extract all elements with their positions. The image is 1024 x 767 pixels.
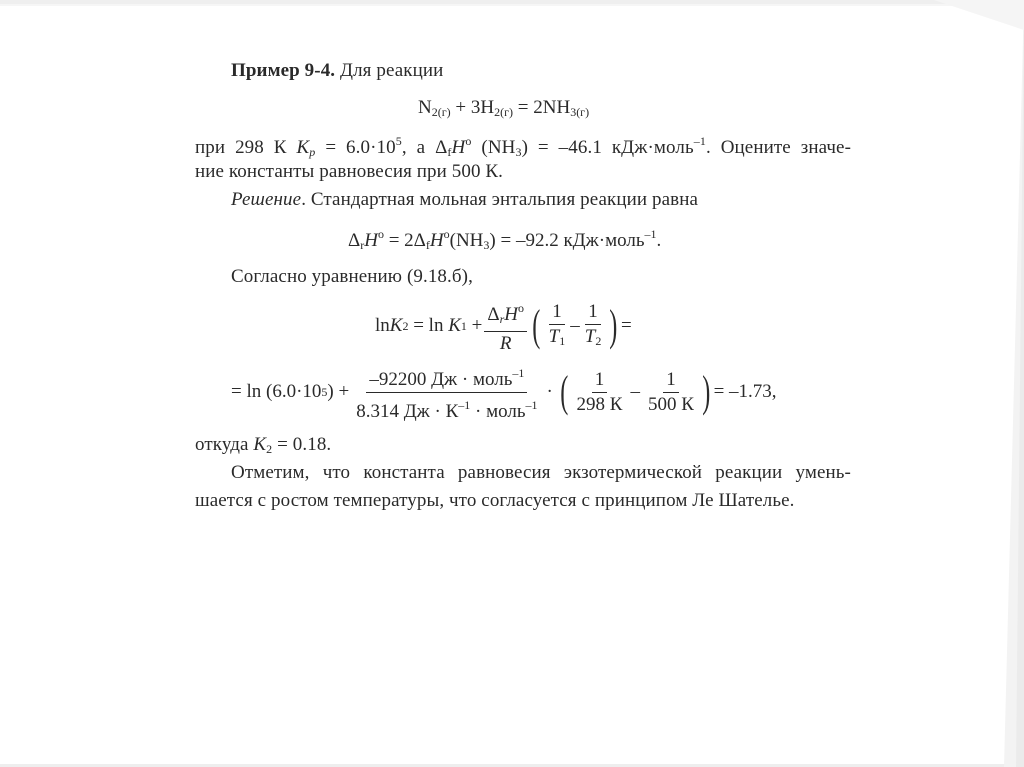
f2-num: –92200 Дж · моль: [369, 368, 513, 390]
enth-deg2: o: [443, 227, 450, 241]
f1-frac-t1: [546, 302, 569, 351]
condition-line-2: ние константы равновесия при 500 К.: [195, 161, 504, 182]
reaction-plus-h2: + 3H: [450, 97, 495, 118]
cond-kp: K: [296, 137, 310, 158]
enth-minus1: –1: [644, 227, 657, 241]
cond-exp: 5: [395, 134, 402, 148]
f1-t2-sub: 2: [595, 333, 602, 348]
f1-right-paren: ): [609, 301, 618, 350]
f1-ln: ln: [375, 315, 390, 336]
solution-text: . Стандартная мольная энтальпия реакции равна: [301, 189, 699, 210]
f1-num-deg: o: [518, 301, 524, 315]
f1-t2: T: [584, 325, 596, 347]
f2-close: ) +: [327, 381, 350, 402]
example-title: Пример 9-4.: [231, 60, 336, 81]
whence-val: = 0.18.: [272, 434, 332, 455]
reaction-n2: N: [418, 97, 432, 118]
cond-part6: . Оцените значе-: [705, 137, 851, 158]
f1-den-r: R: [499, 333, 512, 354]
reaction-nh3-sub: 3(г): [570, 105, 590, 119]
f1-num-delta: Δ: [487, 304, 500, 325]
f1-end-eq: =: [620, 315, 632, 336]
f2-exp: 5: [321, 384, 328, 399]
f1-t1: T: [548, 325, 560, 347]
f2-den: 8.314 Дж · К: [356, 400, 459, 422]
enth-h: H: [364, 230, 378, 251]
f1-k1: K: [448, 315, 461, 336]
enth-r-sub: r: [360, 238, 365, 252]
cond-part3: , а Δ: [401, 137, 448, 158]
enth-nh3-sub: 3: [483, 238, 490, 252]
cond-f-sub: f: [447, 145, 452, 159]
whence-line: [195, 434, 331, 457]
enth-delta: Δ: [348, 230, 361, 251]
whence-text: откуда: [195, 434, 254, 455]
reaction-equation: [418, 97, 589, 120]
cond-part2: = 6.0·10: [315, 137, 396, 158]
f2-result: = –1.73,: [713, 381, 777, 402]
f1-k2-sub: 2: [402, 318, 409, 333]
enth-eq: = 2Δ: [383, 230, 426, 251]
enthalpy-equation: [348, 227, 661, 253]
f1-minus: –: [570, 315, 580, 336]
f1-enthalpy-fraction: [484, 298, 527, 354]
top-border-shadow: [0, 4, 1024, 6]
formula-substitution: [231, 361, 777, 423]
f2-den-exp1: –1: [458, 397, 471, 412]
enth-h2: H: [429, 230, 444, 251]
f2-start: = ln (6.0·10: [231, 381, 322, 402]
according-line: Согласно уравнению (9.18.б),: [231, 266, 473, 287]
corner-decoration: [904, 0, 1024, 767]
f2-left-paren: (: [560, 367, 569, 416]
solution-line: [231, 189, 698, 211]
f1-t1-sub: 1: [559, 333, 566, 348]
f2-dot: ·: [546, 381, 553, 402]
enth-value: ) = –92.2 кДж·моль: [489, 230, 645, 251]
reaction-eq-nh3: = 2NH: [513, 97, 571, 118]
cond-minus1: –1: [693, 134, 706, 148]
cond-part5: ) = –46.1 кДж·моль: [521, 137, 694, 158]
cond-part1: при 298 К: [195, 137, 297, 158]
enth-end: .: [656, 230, 662, 251]
solution-label: Решение: [231, 189, 302, 210]
f1-num-r: r: [499, 312, 505, 326]
condition-line-1: [195, 134, 851, 160]
f1-k1-sub: 1: [460, 318, 467, 333]
f1-eq-ln: = ln: [408, 315, 449, 336]
f1-one-a: 1: [549, 302, 565, 325]
cond-nh3-sub: 3: [515, 145, 522, 159]
cond-h: H: [451, 137, 466, 158]
reaction-n2-sub: 2(г): [431, 105, 451, 119]
f2-num-exp: –1: [512, 365, 525, 380]
cond-kp-sub: p: [309, 145, 316, 159]
f2-den-a: 298 К: [576, 393, 623, 415]
f2-frac-298: [574, 370, 626, 415]
f1-left-paren: (: [532, 301, 541, 350]
f2-frac-500: [645, 370, 697, 415]
f2-den-mid: · моль: [470, 400, 526, 422]
f1-frac-t2: [582, 302, 605, 351]
example-heading: [231, 60, 443, 82]
f2-right-paren: ): [702, 367, 711, 416]
whence-sub: 2: [266, 442, 273, 456]
f1-num-h: H: [504, 304, 518, 325]
enth-deg: o: [377, 227, 384, 241]
whence-k: K: [253, 434, 267, 455]
enth-rest: (NH: [449, 230, 484, 251]
cond-part4: (NH: [471, 137, 516, 158]
enth-f-sub: f: [425, 238, 430, 252]
cond-deg: o: [465, 134, 472, 148]
formula-vant-hoff: [375, 295, 632, 357]
f1-one-b: 1: [585, 302, 601, 325]
f1-k2: K: [389, 315, 403, 336]
f2-main-fraction: [353, 363, 540, 422]
f2-den-exp2: –1: [525, 397, 538, 412]
f2-minus: –: [630, 381, 640, 402]
f1-plus: +: [466, 315, 483, 336]
conclusion-line-1: Отметим, что константа равновесия экзотермической реакции умень-: [231, 462, 851, 483]
reaction-h2-sub: 2(г): [494, 105, 514, 119]
conclusion-line-2: шается с ростом температуры, что согласуется с принципом Ле Шателье.: [195, 490, 795, 511]
example-intro: Для реакции: [335, 60, 444, 81]
f2-one-b: 1: [663, 370, 679, 393]
f2-den-b: 500 К: [647, 393, 694, 415]
f2-one-a: 1: [592, 370, 608, 393]
